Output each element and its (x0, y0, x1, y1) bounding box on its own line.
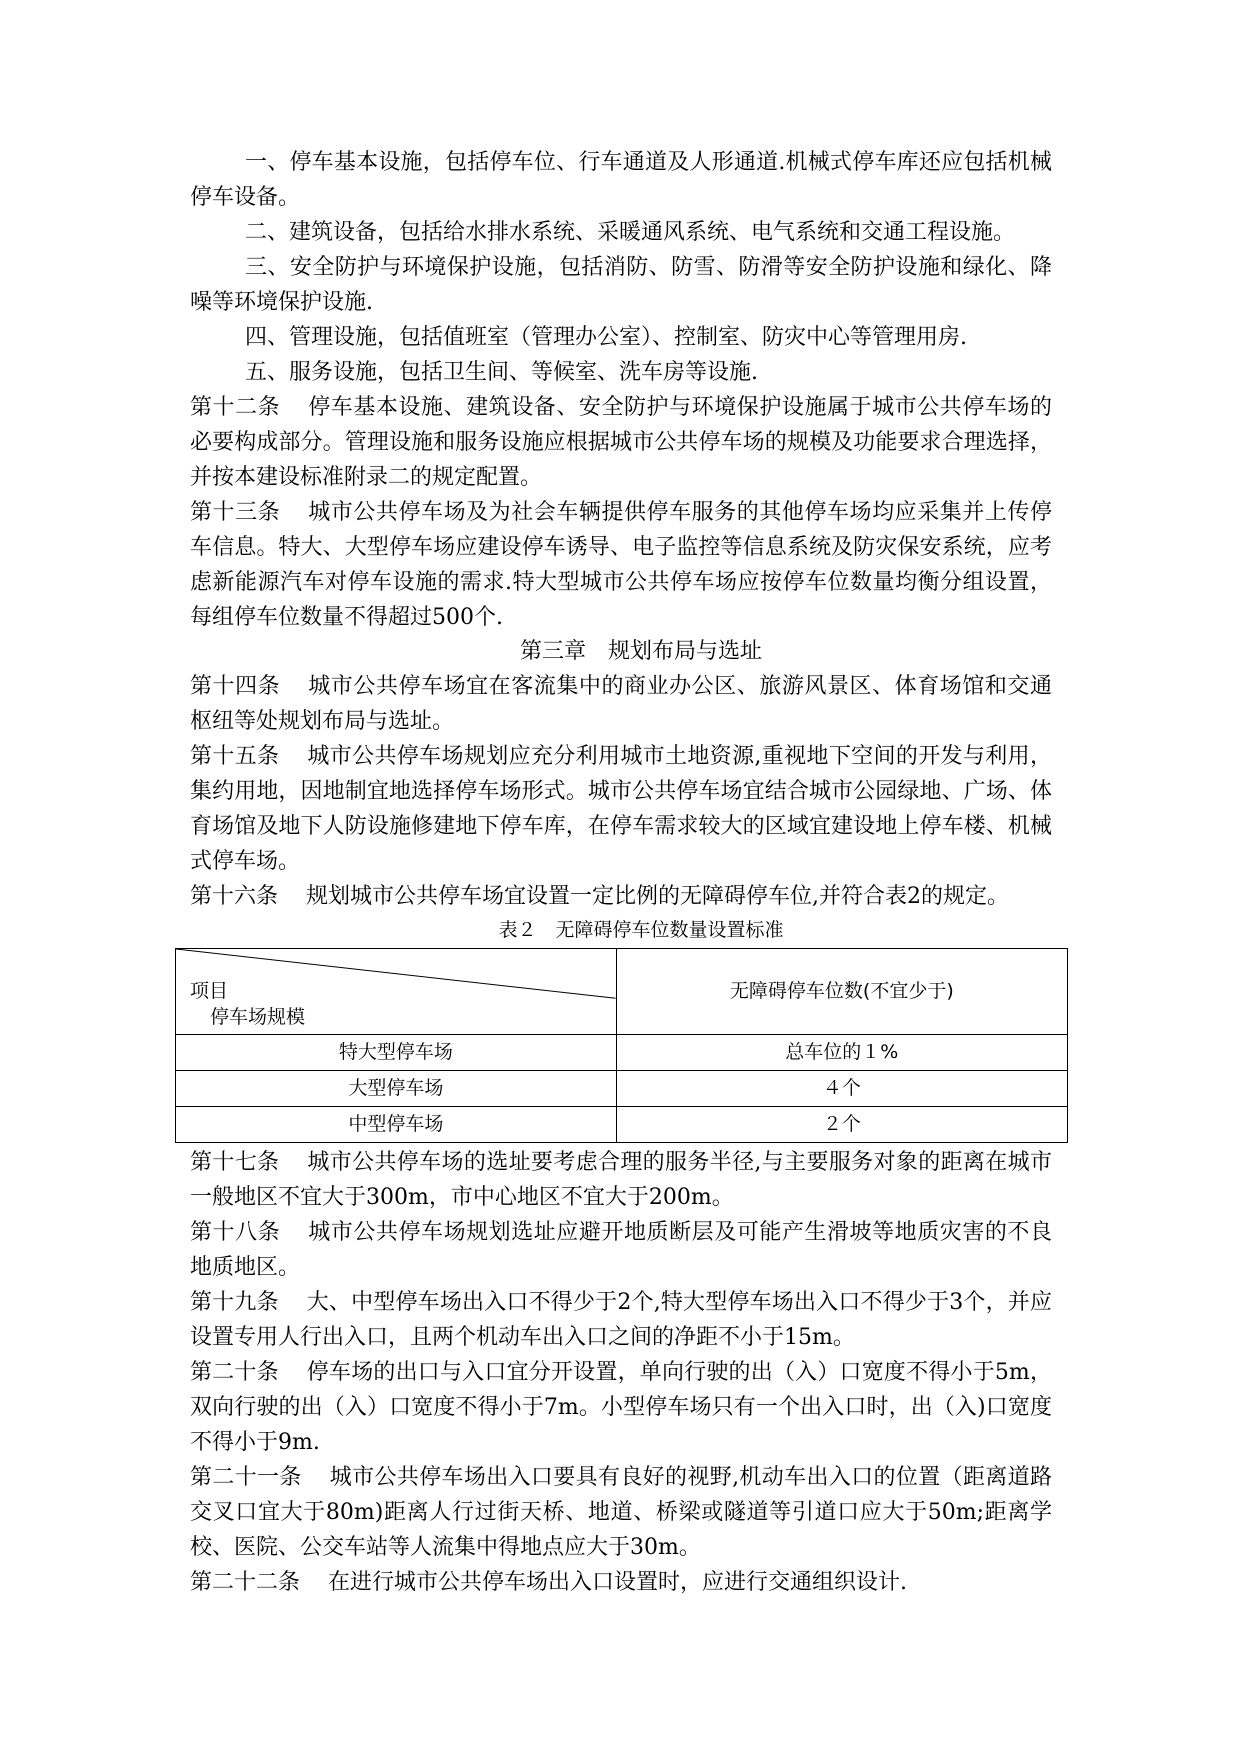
article-13 (190, 495, 1052, 635)
article-number: 第二十条 (190, 1360, 279, 1385)
scale-cell: 大型停车场 (176, 1071, 617, 1107)
article-15 (190, 739, 1052, 879)
value-cell: ４个 (616, 1071, 1067, 1107)
article-18 (190, 1215, 1052, 1285)
accessible-parking-table (175, 948, 1068, 1143)
paragraph-item-1: 一、停车基本设施，包括停车位、行车通道及人形通道.机械式停车库还应包括机械停车设备。 (190, 150, 1052, 210)
article-number: 第十四条 (190, 674, 281, 699)
header-value-cell: 无障碍停车位数(不宜少于) (616, 949, 1067, 1035)
article-text: 规划城市公共停车场宜设置一定比例的无障碍停车位,并符合表2的规定。 (306, 884, 1010, 909)
paragraph-item-4: 四、管理设施，包括值班室（管理办公室）、控制室、防灾中心等管理用房. (245, 325, 967, 350)
article-22 (190, 1565, 1052, 1600)
paragraph-item-3: 三、安全防护与环境保护设施，包括消防、防雪、防滑等安全防护设施和绿化、降噪等环境保护设施. (190, 255, 1052, 315)
scale-cell: 特大型停车场 (176, 1035, 617, 1071)
chapter-title: 第三章 规划布局与选址 (519, 639, 762, 664)
article-20 (190, 1355, 1052, 1460)
header-col-label: 停车场规模 (210, 1006, 306, 1028)
table-diagonal-header-cell (176, 949, 617, 1035)
article-21 (190, 1460, 1052, 1565)
article-text: 城市公共停车场规划选址应避开地质断层及可能产生滑坡等地质灾害的不良地质地区。 (190, 1220, 1052, 1280)
table-row (176, 1107, 1068, 1143)
article-text: 城市公共停车场及为社会车辆提供停车服务的其他停车场均应采集并上传停车信息。特大、大型停车场应建设停车诱导、电子监控等信息系统及防灾保安系统，应考虑新能源汽车对停车设施的需求.特大型城市公共停车场应按停车位数量均衡分组设置，每组停车位数量不得超过500个. (190, 500, 1052, 630)
table-header-row (176, 949, 1068, 1035)
header-row-label: 项目 (190, 980, 229, 1002)
article-number: 第十五条 (190, 744, 280, 769)
table-row (176, 1035, 1068, 1071)
table-row (176, 1071, 1068, 1107)
article-number: 第十二条 (190, 395, 281, 420)
article-text: 城市公共停车场的选址要考虑合理的服务半径,与主要服务对象的距离在城市一般地区不宜大于300m，市中心地区不宜大于200m。 (190, 1150, 1052, 1210)
article-19 (190, 1285, 1052, 1355)
article-text: 城市公共停车场出入口要具有良好的视野,机动车出入口的位置（距离道路交叉口宜大于80m)距离人行过街天桥、地道、桥梁或隧道等引道口应大于50m;距离学校、医院、公交车站等人流集中得地点应大于30m。 (190, 1465, 1052, 1560)
paragraph-item-2: 二、建筑设备，包括给水排水系统、采暖通风系统、电气系统和交通工程设施。 (245, 220, 1016, 245)
value-cell: ２个 (616, 1107, 1067, 1143)
article-text: 在进行城市公共停车场出入口设置时，应进行交通组织设计. (328, 1570, 908, 1595)
article-text: 大、中型停车场出入口不得少于2个,特大型停车场出入口不得少于3个，并应设置专用人行出入口，且两个机动车出入口之间的净距不小于15m。 (190, 1290, 1052, 1350)
article-text: 停车场的出口与入口宜分开设置，单向行驶的出（入）口宽度不得小于5m，双向行驶的出（入）口宽度不得小于7m。小型停车场只有一个出入口时，出（入)口宽度不得小于9m. (190, 1360, 1052, 1455)
article-14 (190, 669, 1052, 739)
article-number: 第十八条 (190, 1220, 281, 1245)
article-number: 第二十一条 (190, 1465, 302, 1490)
article-16 (190, 879, 1052, 914)
article-text: 停车基本设施、建筑设备、安全防护与环境保护设施属于城市公共停车场的必要构成部分。管理设施和服务设施应根据城市公共停车场的规模及功能要求合理选择，并按本建设标准附录二的规定配置。 (190, 395, 1052, 490)
article-text: 城市公共停车场宜在客流集中的商业办公区、旅游风景区、体育场馆和交通枢纽等处规划布局与选址。 (190, 674, 1052, 734)
article-text: 城市公共停车场规划应充分利用城市土地资源,重视地下空间的开发与利用，集约用地，因地制宜地选择停车场形式。城市公共停车场宜结合城市公园绿地、广场、体育场馆及地下人防设施修建地下停车库，在停车需求较大的区域宜建设地上停车楼、机械式停车场。 (190, 744, 1052, 874)
article-number: 第十七条 (190, 1150, 280, 1175)
article-number: 第十六条 (190, 884, 279, 909)
article-number: 第十三条 (190, 500, 281, 525)
article-number: 第二十二条 (190, 1570, 301, 1595)
article-number: 第十九条 (190, 1290, 279, 1315)
article-12 (190, 390, 1052, 495)
value-cell: 总车位的１% (616, 1035, 1067, 1071)
article-17 (190, 1145, 1052, 1215)
table-caption: 表２ 无障碍停车位数量设置标准 (498, 919, 784, 941)
scale-cell: 中型停车场 (176, 1107, 617, 1143)
document-page (190, 145, 1052, 1600)
paragraph-item-5: 五、服务设施，包括卫生间、等候室、洗车房等设施. (245, 360, 758, 385)
